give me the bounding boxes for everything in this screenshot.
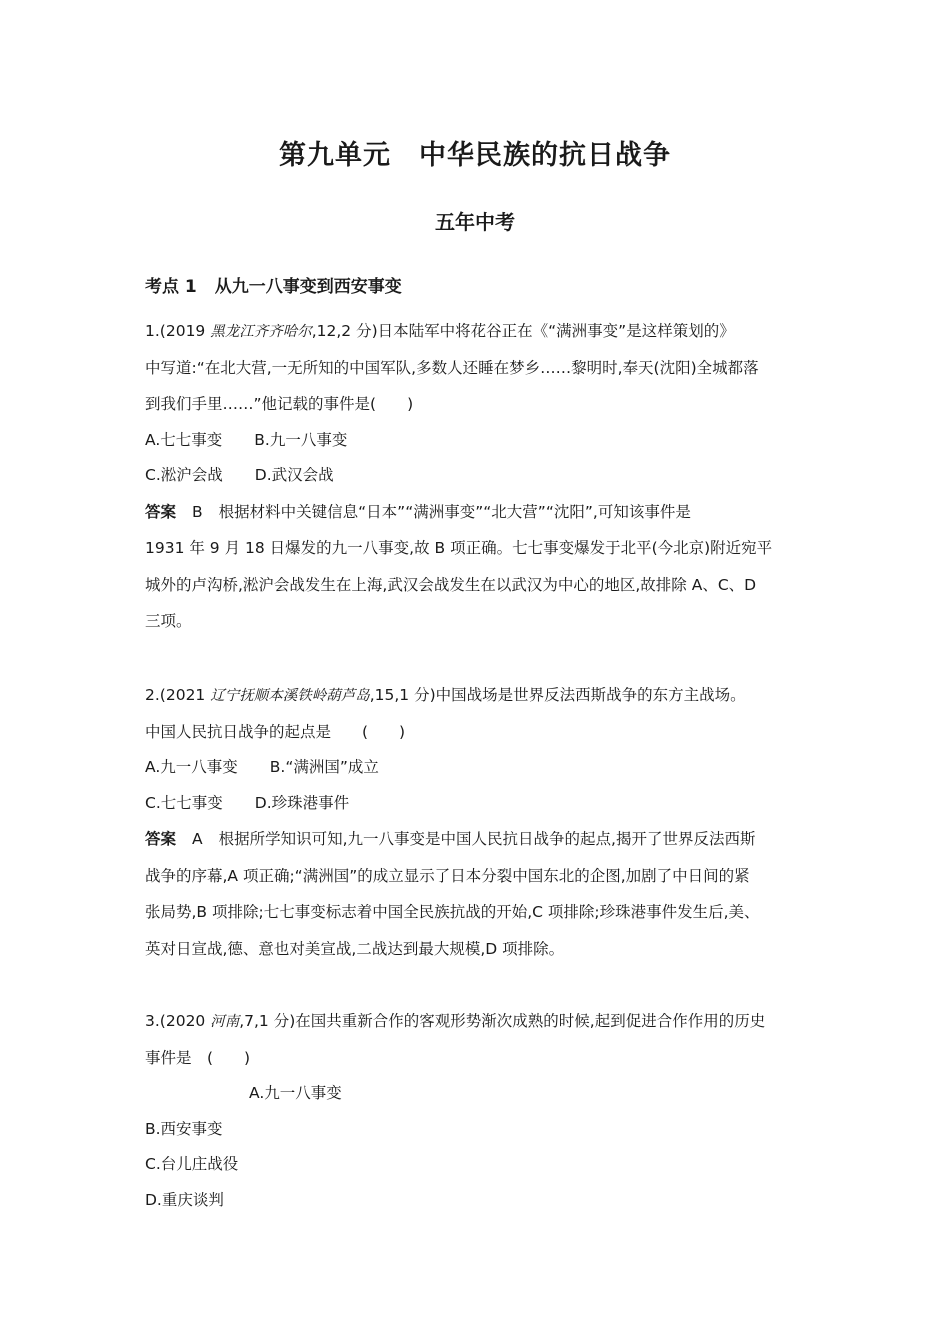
option-b: B.九一八事变 xyxy=(254,430,348,449)
question-stem: 2.(2021 辽宁抚顺本溪铁岭葫芦岛,15,1 分)中国战场是世界反法西斯战争的东方主战场。 xyxy=(145,686,746,704)
option-c: C.台儿庄战役 xyxy=(145,1155,239,1173)
answer-label: 答案 xyxy=(145,830,177,848)
option-a: A.七七事变 xyxy=(145,430,223,449)
option-c: C.七七事变 xyxy=(145,793,223,812)
question-3: 3.(2020 河南,7,1 分)在国共重新合作的客观形势渐次成熟的时候,起到促进合作作用的历史 事件是 ( ) A.九一八事变 B.西安事变 C.台儿庄战役 D.重庆谈判 xyxy=(145,1003,810,1218)
answer-letter: B xyxy=(192,502,203,521)
question-source: 黑龙江齐齐哈尔 xyxy=(210,324,312,340)
options-row xyxy=(145,458,810,494)
section-number: 考点 1 xyxy=(145,277,197,297)
answer: 答案 A 根据所学知识可知,九一八事变是中国人民抗日战争的起点,揭开了世界反法西斯 xyxy=(145,830,756,848)
options-row xyxy=(145,750,810,786)
option-a: A.九一八事变 xyxy=(145,758,238,776)
options-row xyxy=(145,786,810,822)
answer-letter: A xyxy=(192,830,203,848)
page-subtitle: 五年中考 xyxy=(435,210,515,234)
option-d: D.重庆谈判 xyxy=(145,1190,224,1209)
section-label: 从九一八事变到西安事变 xyxy=(214,277,402,297)
option-d: D.珍珠港事件 xyxy=(254,793,350,812)
option-d: D.武汉会战 xyxy=(254,466,334,484)
question-stem: 3.(2020 河南,7,1 分)在国共重新合作的客观形势渐次成熟的时候,起到促进合作作用的历史 xyxy=(145,1012,766,1030)
section-heading xyxy=(145,272,402,297)
option-b: B.西安事变 xyxy=(145,1119,223,1138)
answer: 答案 B 根据材料中关键信息“日本”“满洲事变”“北大营”“沈阳”,可知该事件是 xyxy=(145,502,691,521)
option-b: B.“满洲国”成立 xyxy=(269,758,379,776)
answer-label: 答案 xyxy=(145,502,177,521)
page-title: 第九单元 中华民族的抗日战争 xyxy=(279,140,671,171)
question-stem: 1.(2019 黑龙江齐齐哈尔,12,2 分)日本陆军中将花谷正在《“满洲事变”是这样策划的》 xyxy=(145,322,735,340)
question-source: 河南 xyxy=(210,1014,240,1030)
question-source: 辽宁抚顺本溪铁岭葫芦岛 xyxy=(210,688,370,704)
question-2: 2.(2021 辽宁抚顺本溪铁岭葫芦岛,15,1 分)中国战场是世界反法西斯战争的东方主战场。 中国人民抗日战争的起点是 ( ) A.九一八事变 B.“满洲国”成立 C.七七事变 D.珍珠港事件 答案 A 根据所学知识可知,九一八事变是中国人民抗日战争的起点,揭开了世界反法西斯 战争的序幕,A 项正确;“满洲国”的成立显示了日本分裂中国东北的企图,加剧了中日间的紧 张局势,B 项排除;七七事变标志着中国全民族抗战的开始,C 项排除;珍珠港事件发生后,美、 英对日宣战,德、意也对美宣战,二战达到最大规模,D 项排除。 xyxy=(145,677,810,967)
options-row xyxy=(145,423,810,459)
question-1: 1.(2019 黑龙江齐齐哈尔,12,2 分)日本陆军中将花谷正在《“满洲事变”是这样策划的》 中写道:“在北大营,一无所知的中国军队,多数人还睡在梦乡……黎明时,奉天(沈阳)全城都落 到我们手里……”他记载的事件是( ) A.七七事变 B.九一八事变 C.淞沪会战 D.武汉会战 答案 B 根据材料中关键信息“日本”“满洲事变”“北大营”“沈阳”,可知该事件是 1931 年 9 月 18 日爆发的九一八事变,故 B 项正确。七七事变爆发于北平(今北京)附近宛平 城外的卢沟桥,淞沪会战发生在上海,武汉会战发生在以武汉为中心的地区,故排除 A、C、D 三项。 xyxy=(145,313,810,640)
option-c: C.淞沪会战 xyxy=(145,466,223,484)
option-a: A.九一八事变 xyxy=(249,1084,342,1102)
